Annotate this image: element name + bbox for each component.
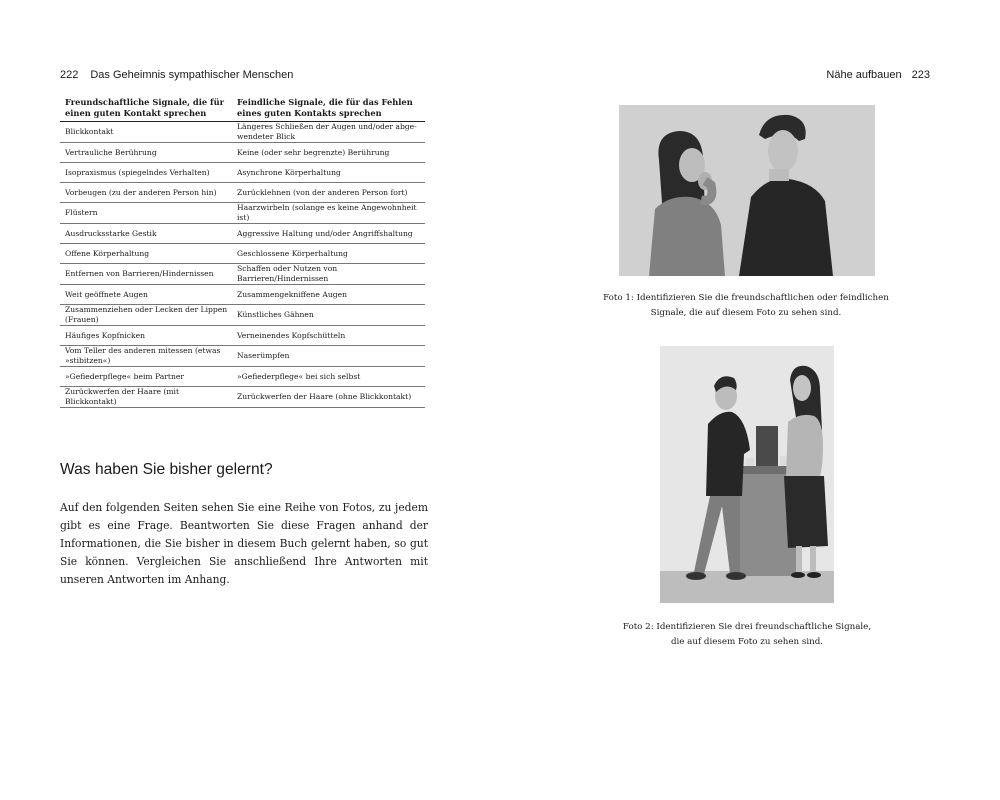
header-hostile-signals: Feindliche Signale, die für das Fehlen eines guten Kontakts sprechen bbox=[232, 97, 425, 122]
table-row bbox=[60, 143, 425, 163]
friendly-signal-cell: Vom Teller des anderen mitessen (etwas »stibitzen«) bbox=[60, 346, 232, 367]
signals-table bbox=[60, 97, 425, 408]
table-row bbox=[60, 203, 425, 224]
hostile-signal-cell: Längeres Schließen der Augen und/oder abge-wendeter Blick bbox=[232, 122, 425, 143]
friendly-signal-cell: Ausdrucksstarke Gestik bbox=[60, 224, 232, 244]
table-row bbox=[60, 285, 425, 305]
table-row bbox=[60, 183, 425, 203]
hostile-signal-cell: Geschlossene Körperhaltung bbox=[232, 244, 425, 264]
left-running-head bbox=[60, 69, 293, 81]
friendly-signal-cell: Vertrauliche Berührung bbox=[60, 143, 232, 163]
table-row bbox=[60, 346, 425, 367]
photo-2-caption bbox=[610, 620, 884, 650]
hostile-signal-cell: Verneinendes Kopfschütteln bbox=[232, 326, 425, 346]
hostile-signal-cell: Haarzwirbeln (solange es keine Angewohnheit ist) bbox=[232, 203, 425, 224]
friendly-signal-cell: Flüstern bbox=[60, 203, 232, 224]
table-row bbox=[60, 224, 425, 244]
body-paragraph: Auf den folgenden Seiten sehen Sie eine Reihe von Fotos, zu jedem gibt es eine Frage. Beantworten Sie diese Fragen anhand der Informationen, die Sie bisher in diesem Buch gelernt haben, so gut Sie können. Vergleichen Sie anschließend Ihre Antworten mit unseren Antworten im Anhang. bbox=[60, 501, 428, 586]
table-header-row bbox=[60, 97, 425, 122]
friendly-signal-cell: Blickkontakt bbox=[60, 122, 232, 143]
photo-2-caption-line-2: die auf diesem Foto zu sehen sind. bbox=[670, 637, 824, 647]
table-row bbox=[60, 387, 425, 408]
friendly-signal-cell: »Gefiederpflege« beim Partner bbox=[60, 367, 232, 387]
header-friendly-signals: Freundschaftliche Signale, die für einen guten Kontakt sprechen bbox=[60, 97, 232, 122]
friendly-signal-cell: Zusammenziehen oder Lecken der Lippen (Frauen) bbox=[60, 305, 232, 326]
friendly-signal-cell: Isopraxismus (spiegelndes Verhalten) bbox=[60, 163, 232, 183]
left-running-title: Das Geheimnis sympathischer Menschen bbox=[90, 69, 294, 81]
right-running-head bbox=[826, 69, 930, 81]
table-row bbox=[60, 244, 425, 264]
friendly-signal-cell: Offene Körperhaltung bbox=[60, 244, 232, 264]
hostile-signal-cell: Zurücklehnen (von der anderen Person fort) bbox=[232, 183, 425, 203]
hostile-signal-cell: Künstliches Gähnen bbox=[232, 305, 425, 326]
section-heading: Was haben Sie bisher gelernt? bbox=[60, 461, 273, 478]
table-row bbox=[60, 122, 425, 143]
friendly-signal-cell: Häufiges Kopfnicken bbox=[60, 326, 232, 346]
hostile-signal-cell: »Gefiederpflege« bei sich selbst bbox=[232, 367, 425, 387]
hostile-signal-cell: Zurückwerfen der Haare (ohne Blickkontakt) bbox=[232, 387, 425, 408]
photo-1-caption-line-2: Signale, die auf diesem Foto zu sehen sind. bbox=[650, 308, 842, 318]
right-page-number: 223 bbox=[911, 69, 930, 81]
friendly-signal-cell: Entfernen von Barrieren/Hindernissen bbox=[60, 264, 232, 285]
table-row bbox=[60, 326, 425, 346]
hostile-signal-cell: Naserümpfen bbox=[232, 346, 425, 367]
hostile-signal-cell: Schaffen oder Nutzen von Barrieren/Hindernissen bbox=[232, 264, 425, 285]
table-row bbox=[60, 305, 425, 326]
photo-1 bbox=[619, 105, 875, 276]
friendly-signal-cell: Vorbeugen (zu der anderen Person hin) bbox=[60, 183, 232, 203]
photo-1-caption-line-1: Foto 1: Identifizieren Sie die freundschaftlichen oder feindlichen bbox=[603, 293, 889, 303]
right-running-title: Nähe aufbauen bbox=[826, 69, 902, 81]
photo-1-image bbox=[619, 105, 875, 276]
hostile-signal-cell: Asynchrone Körperhaltung bbox=[232, 163, 425, 183]
photo-1-caption bbox=[600, 291, 892, 321]
photo-2-caption-line-1: Foto 2: Identifizieren Sie drei freundschaftliche Signale, bbox=[622, 622, 872, 632]
photo-2-image bbox=[660, 346, 834, 603]
hostile-signal-cell: Zusammengekniffene Augen bbox=[232, 285, 425, 305]
friendly-signal-cell: Zurückwerfen der Haare (mit Blickkontakt) bbox=[60, 387, 232, 408]
hostile-signal-cell: Keine (oder sehr begrenzte) Berührung bbox=[232, 143, 425, 163]
table-row bbox=[60, 264, 425, 285]
friendly-signal-cell: Weit geöffnete Augen bbox=[60, 285, 232, 305]
hostile-signal-cell: Aggressive Haltung und/oder Angriffshaltung bbox=[232, 224, 425, 244]
photo-2 bbox=[660, 346, 834, 603]
table-row bbox=[60, 367, 425, 387]
table-row bbox=[60, 163, 425, 183]
left-page-number: 222 bbox=[60, 69, 79, 81]
